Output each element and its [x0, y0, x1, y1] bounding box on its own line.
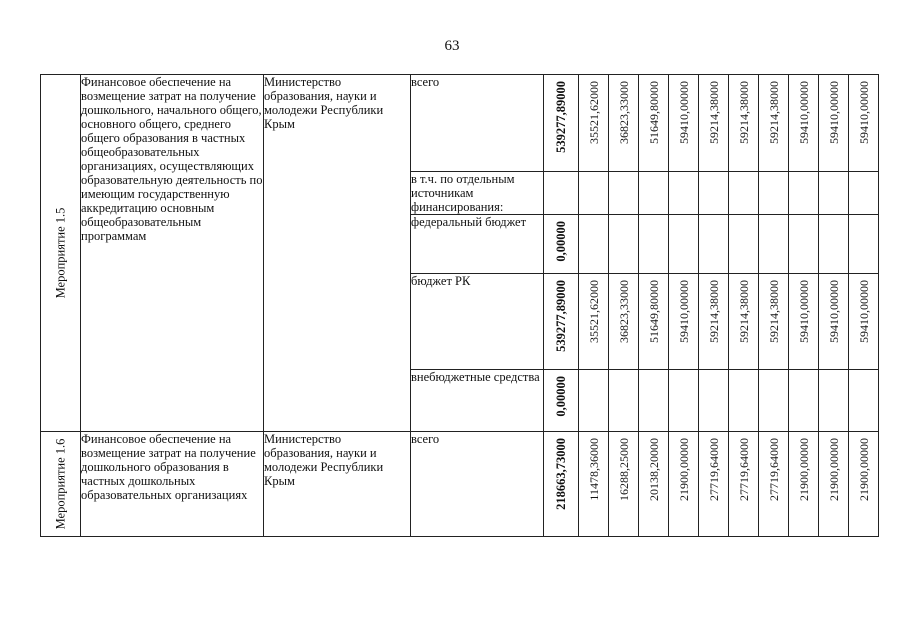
- year-amount-cell: [669, 215, 699, 274]
- year-amount-cell: [579, 370, 609, 432]
- year-amount-cell: [759, 172, 789, 215]
- year-amount: 11478,36000: [586, 438, 601, 501]
- year-amount-cell: [729, 432, 759, 537]
- year-amount-cell: [579, 75, 609, 172]
- year-amount: 51649,80000: [646, 81, 661, 144]
- year-amount-cell: [609, 432, 639, 537]
- year-amount-cell: [789, 274, 819, 370]
- year-amount-cell: [699, 274, 729, 370]
- page-number: 63: [444, 38, 460, 54]
- year-amount-cell: [639, 75, 669, 172]
- funding-source: федеральный бюджет: [411, 215, 544, 274]
- year-amount: 21900,00000: [676, 438, 691, 501]
- year-amount-cell: [849, 370, 879, 432]
- year-amount-cell: [639, 215, 669, 274]
- year-amount-cell: [819, 75, 849, 172]
- activity-label: Мероприятие 1.6: [53, 438, 68, 530]
- total-amount-cell: [544, 274, 579, 370]
- year-amount: 36823,33000: [616, 280, 631, 343]
- year-amount-cell: [639, 274, 669, 370]
- year-amount-cell: [669, 432, 699, 537]
- year-amount: 59410,00000: [856, 280, 871, 343]
- total-amount-cell: [544, 172, 579, 215]
- year-amount-cell: [609, 215, 639, 274]
- year-amount: 21900,00000: [796, 438, 811, 501]
- funding-source: бюджет РК: [411, 274, 544, 370]
- activity-description: Финансовое обеспечение на возмещение затрат на получение дошкольного, начального общего, основного общего, среднего общего образования в частных общеобразовательных организациях, осуществляющих образовательную деятельность по имеющим государственную аккредитацию основным общеобразовательным программам: [81, 75, 264, 432]
- activity-executor: Министерство образования, науки и молодежи Республики Крым: [264, 75, 411, 432]
- year-amount-cell: [669, 274, 699, 370]
- funding-source: в т.ч. по отдельным источникам финансирования:: [411, 172, 544, 215]
- year-amount: 59214,38000: [736, 81, 751, 144]
- year-amount-cell: [639, 370, 669, 432]
- year-amount-cell: [849, 172, 879, 215]
- year-amount-cell: [849, 274, 879, 370]
- year-amount: 21900,00000: [856, 438, 871, 501]
- year-amount: 16288,25000: [616, 438, 631, 501]
- funding-source: всего: [411, 432, 544, 537]
- year-amount-cell: [759, 432, 789, 537]
- activity-executor: Министерство образования, науки и молодежи Республики Крым: [264, 432, 411, 537]
- year-amount: 27719,64000: [706, 438, 721, 501]
- year-amount-cell: [759, 75, 789, 172]
- year-amount: 59214,38000: [766, 280, 781, 343]
- year-amount-cell: [819, 274, 849, 370]
- year-amount: 35521,62000: [586, 81, 601, 144]
- total-amount: 218663,73000: [554, 438, 568, 510]
- year-amount: 59410,00000: [796, 81, 811, 144]
- year-amount-cell: [789, 370, 819, 432]
- table-row: [41, 432, 879, 537]
- year-amount-cell: [699, 370, 729, 432]
- activity-label-cell: [41, 432, 81, 537]
- total-amount-cell: [544, 370, 579, 432]
- year-amount: 59410,00000: [826, 81, 841, 144]
- year-amount-cell: [609, 370, 639, 432]
- year-amount-cell: [639, 172, 669, 215]
- year-amount-cell: [819, 172, 849, 215]
- year-amount-cell: [849, 432, 879, 537]
- year-amount-cell: [609, 274, 639, 370]
- year-amount-cell: [579, 274, 609, 370]
- year-amount-cell: [699, 215, 729, 274]
- total-amount-cell: [544, 215, 579, 274]
- year-amount-cell: [579, 215, 609, 274]
- year-amount: 59410,00000: [826, 280, 841, 343]
- year-amount-cell: [609, 172, 639, 215]
- year-amount: 59410,00000: [676, 81, 691, 144]
- year-amount: 59214,38000: [706, 81, 721, 144]
- year-amount-cell: [849, 215, 879, 274]
- year-amount: 59410,00000: [796, 280, 811, 343]
- year-amount: 59214,38000: [706, 280, 721, 343]
- activity-description: Финансовое обеспечение на возмещение затрат на получение дошкольного образования в частных дошкольных образовательных организациях: [81, 432, 264, 537]
- year-amount-cell: [819, 370, 849, 432]
- year-amount: 59410,00000: [676, 280, 691, 343]
- year-amount: 27719,64000: [736, 438, 751, 501]
- table-row: [41, 75, 879, 172]
- funding-table: [40, 74, 879, 537]
- activity-label-cell: [41, 75, 81, 432]
- year-amount-cell: [789, 432, 819, 537]
- total-amount-cell: [544, 75, 579, 172]
- year-amount-cell: [789, 172, 819, 215]
- year-amount-cell: [609, 75, 639, 172]
- total-amount: 539277,89000: [554, 81, 568, 153]
- year-amount-cell: [639, 432, 669, 537]
- year-amount-cell: [759, 274, 789, 370]
- year-amount-cell: [789, 75, 819, 172]
- year-amount-cell: [579, 172, 609, 215]
- funding-source: внебюджетные средства: [411, 370, 544, 432]
- total-amount: 539277,89000: [554, 280, 568, 352]
- year-amount-cell: [669, 75, 699, 172]
- year-amount: 51649,80000: [646, 280, 661, 343]
- year-amount-cell: [789, 215, 819, 274]
- year-amount-cell: [849, 75, 879, 172]
- year-amount: 59214,38000: [766, 81, 781, 144]
- year-amount: 36823,33000: [616, 81, 631, 144]
- year-amount-cell: [699, 75, 729, 172]
- year-amount-cell: [759, 370, 789, 432]
- year-amount-cell: [699, 432, 729, 537]
- year-amount-cell: [819, 215, 849, 274]
- year-amount: 59214,38000: [736, 280, 751, 343]
- year-amount: 27719,64000: [766, 438, 781, 501]
- funding-source: всего: [411, 75, 544, 172]
- year-amount-cell: [729, 75, 759, 172]
- year-amount-cell: [699, 172, 729, 215]
- total-amount: 0,00000: [554, 376, 568, 417]
- total-amount-cell: [544, 432, 579, 537]
- year-amount-cell: [729, 370, 759, 432]
- year-amount-cell: [729, 215, 759, 274]
- year-amount: 20138,20000: [646, 438, 661, 501]
- year-amount: 21900,00000: [826, 438, 841, 501]
- year-amount-cell: [759, 215, 789, 274]
- year-amount: 35521,62000: [586, 280, 601, 343]
- year-amount-cell: [819, 432, 849, 537]
- total-amount: 0,00000: [554, 221, 568, 262]
- year-amount-cell: [669, 172, 699, 215]
- year-amount: 59410,00000: [856, 81, 871, 144]
- year-amount-cell: [579, 432, 609, 537]
- activity-label: Мероприятие 1.5: [53, 207, 68, 299]
- year-amount-cell: [729, 274, 759, 370]
- year-amount-cell: [729, 172, 759, 215]
- year-amount-cell: [669, 370, 699, 432]
